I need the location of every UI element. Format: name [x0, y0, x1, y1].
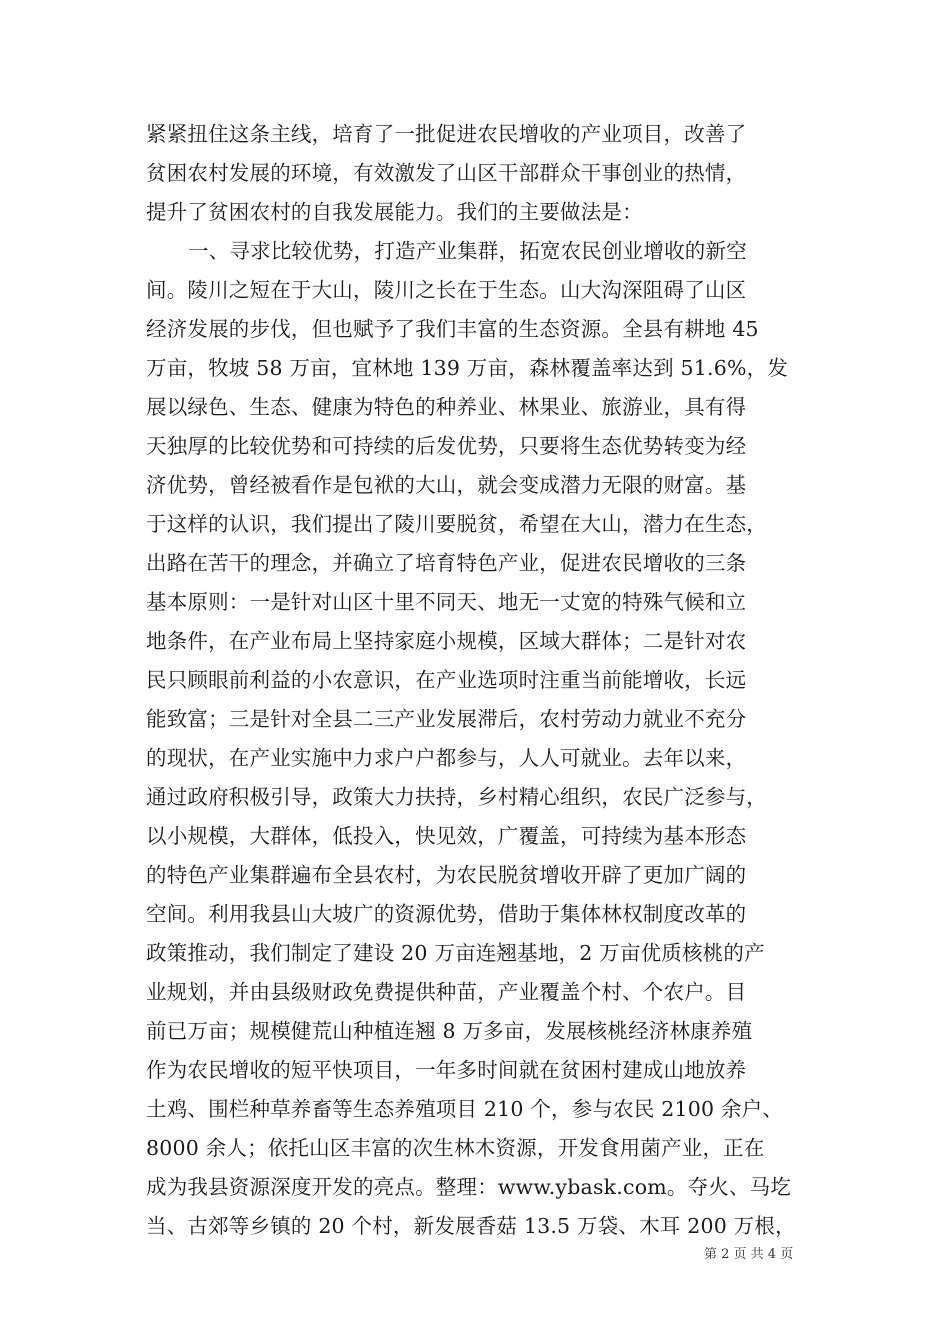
text-line: 以小规模，大群体，低投入，快见效，广覆盖，可持续为基本形态 — [146, 824, 747, 848]
text-line: 前已万亩；规模健荒山种植连翘 8 万多亩，发展核桃经济林康养殖 — [146, 1019, 753, 1043]
text-line: 经济发展的步伐，但也赋予了我们丰富的生态资源。全县有耕地 45 — [146, 317, 759, 341]
text-line: 成为我县资源深度开发的亮点。整理：www.ybask.com。夺火、马圪 — [146, 1175, 792, 1199]
text-line: 民只顾眼前利益的小农意识，在产业选项时注重当前能增收，长远 — [146, 668, 747, 692]
text-line: 于这样的认识，我们提出了陵川要脱贫，希望在大山，潜力在生态， — [146, 512, 767, 536]
text-line: 天独厚的比较优势和可持续的后发优势，只要将生态优势转变为经 — [146, 434, 747, 458]
text-line: 政策推动，我们制定了建设 20 万亩连翘基地，2 万亩优质核桃的产 — [146, 941, 765, 965]
text-line: 土鸡、围栏种草养畜等生态养殖项目 210 个，参与农民 2100 余户、 — [146, 1097, 784, 1121]
text-line: 空间。利用我县山大坡广的资源优势，借助于集体林权制度改革的 — [146, 902, 747, 926]
text-line: 业规划，并由县级财政免费提供种苗，产业覆盖个村、个农户。目 — [146, 980, 747, 1004]
text-line: 地条件，在产业布局上坚持家庭小规模，区域大群体；二是针对农 — [146, 629, 747, 653]
text-line: 通过政府积极引导，政策大力扶持，乡村精心组织，农民广泛参与， — [146, 785, 767, 809]
text-line: 的现状，在产业实施中力求户户都参与，人人可就业。去年以来， — [146, 746, 747, 770]
text-line: 贫困农村发展的环境，有效激发了山区干部群众干事创业的热情， — [146, 161, 747, 185]
text-line: 8000 余人；依托山区丰富的次生林木资源，开发食用菌产业，正在 — [146, 1136, 765, 1160]
text-line: 展以绿色、生态、健康为特色的种养业、林果业、旅游业，具有得 — [146, 395, 747, 419]
page-number-footer: 第 2 页 共 4 页 — [704, 1247, 794, 1262]
text-line: 出路在苦干的理念，并确立了培育特色产业，促进农民增收的三条 — [146, 551, 747, 575]
text-line: 提升了贫困农村的自我发展能力。我们的主要做法是： — [146, 200, 643, 224]
text-line: 紧紧扭住这条主线，培育了一批促进农民增收的产业项目，改善了 — [146, 122, 747, 146]
body-text — [146, 115, 826, 1246]
text-line: 当、古郊等乡镇的 20 个村，新发展香菇 13.5 万袋、木耳 200 万根， — [146, 1214, 796, 1238]
text-line: 间。陵川之短在于大山，陵川之长在于生态。山大沟深阻碍了山区 — [146, 278, 747, 302]
text-line: 能致富；三是针对全县二三产业发展滞后，农村劳动力就业不充分 — [146, 707, 747, 731]
text-line: 的特色产业集群遍布全县农村，为农民脱贫增收开辟了更加广阔的 — [146, 863, 747, 887]
text-line: 济优势，曾经被看作是包袱的大山，就会变成潜力无限的财富。基 — [146, 473, 747, 497]
section-heading-line: 一、寻求比较优势，打造产业集群，拓宽农民创业增收的新空 — [188, 239, 747, 263]
text-line: 作为农民增收的短平快项目，一年多时间就在贫困村建成山地放养 — [146, 1058, 747, 1082]
text-line: 万亩，牧坡 58 万亩，宜林地 139 万亩，森林覆盖率达到 51.6%，发 — [146, 356, 789, 380]
text-line: 基本原则：一是针对山区十里不同天、地无一丈宽的特殊气候和立 — [146, 590, 747, 614]
